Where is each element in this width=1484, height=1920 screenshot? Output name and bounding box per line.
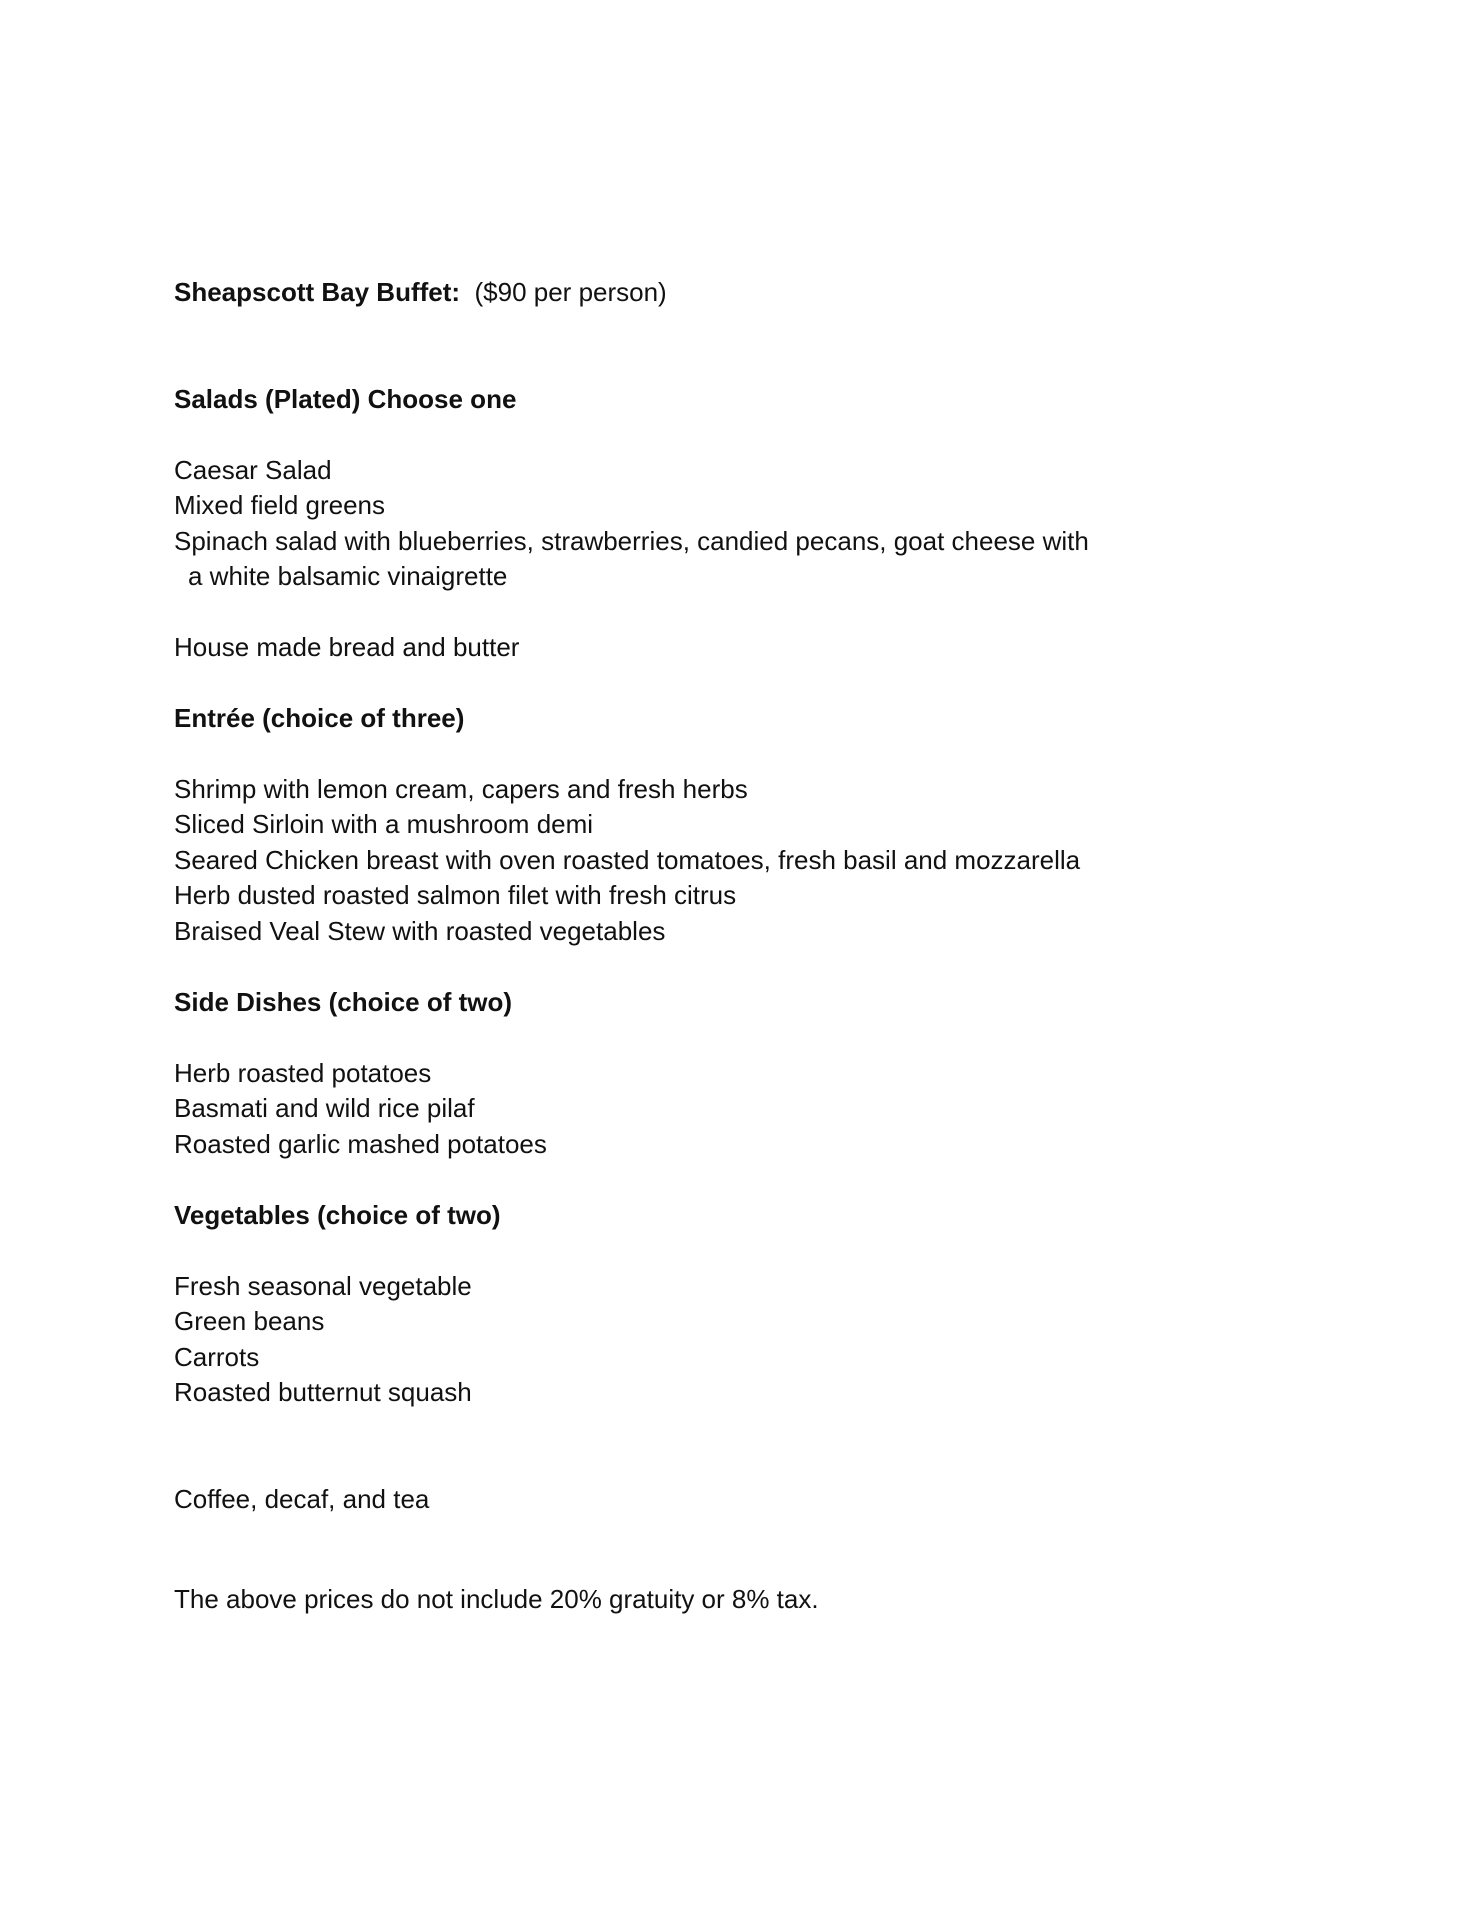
sides-heading: Side Dishes (choice of two): [174, 987, 513, 1017]
vegetables-heading: Vegetables (choice of two): [174, 1200, 501, 1230]
side-item: Basmati and wild rice pilaf: [174, 1093, 475, 1123]
salad-item: Mixed field greens: [174, 490, 385, 520]
vegetable-item: Fresh seasonal vegetable: [174, 1271, 472, 1301]
salad-item: Caesar Salad: [174, 455, 332, 485]
entree-item: Braised Veal Stew with roasted vegetables: [174, 916, 666, 946]
entree-item: Seared Chicken breast with oven roasted tomatoes, fresh basil and mozzarella: [174, 845, 1081, 875]
buffet-name: Sheapscott Bay Buffet:: [174, 277, 461, 307]
entree-item: Sliced Sirloin with a mushroom demi: [174, 809, 594, 839]
salad-item: Spinach salad with blueberries, strawberries, candied pecans, goat cheese with: [174, 526, 1089, 556]
vegetable-item: Green beans: [174, 1306, 325, 1336]
entree-item: Shrimp with lemon cream, capers and fresh herbs: [174, 774, 748, 804]
salads-heading: Salads (Plated) Choose one: [174, 384, 517, 414]
side-item: Roasted garlic mashed potatoes: [174, 1129, 547, 1159]
vegetable-item: Roasted butternut squash: [174, 1377, 472, 1407]
vegetable-item: Carrots: [174, 1342, 260, 1372]
buffet-price: ($90 per person): [474, 277, 667, 307]
salad-item-continuation: a white balsamic vinaigrette: [188, 561, 508, 591]
side-item: Herb roasted potatoes: [174, 1058, 432, 1088]
pricing-footnote: The above prices do not include 20% gratuity or 8% tax.: [174, 1584, 819, 1614]
entree-heading: Entrée (choice of three): [174, 703, 465, 733]
menu-title: [174, 274, 667, 310]
beverages-note: Coffee, decaf, and tea: [174, 1484, 430, 1514]
entree-item: Herb dusted roasted salmon filet with fresh citrus: [174, 880, 737, 910]
bread-note: House made bread and butter: [174, 632, 520, 662]
